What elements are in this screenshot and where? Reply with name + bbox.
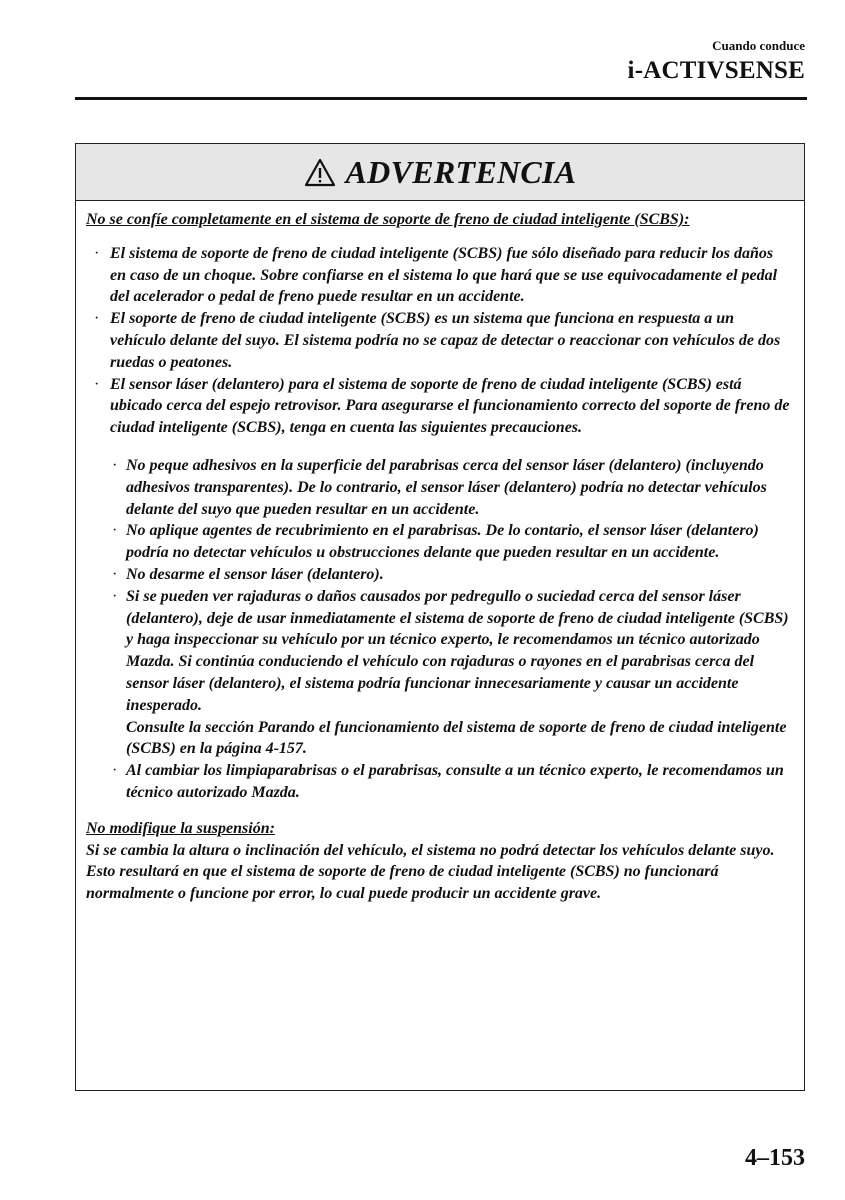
- warning-header: [76, 144, 804, 201]
- warning-body: [76, 201, 804, 905]
- warning-heading-scbs: No se confíe completamente en el sistema de soporte de freno de ciudad inteligente (SCBS):: [86, 211, 690, 228]
- bullet-dot: ·: [112, 762, 118, 780]
- list-item: [86, 760, 790, 804]
- header-rule: [75, 97, 807, 100]
- sub-bullet-text: Si se pueden ver rajaduras o daños causados por pedregullo o suciedad cerca del sensor láser (delantero), deje de usar inmediatamente el sistema de soporte de freno de ciudad inteligente (SCBS) y haga inspeccionar su vehículo por un técnico experto, le recomendamos un técnico autorizado Mazda. Si continúa conduciendo el vehículo con rajaduras o rayones en el parabrisas cerca del sensor láser (delantero), el sistema podría funcionar innecesariamente y causar un accidente inesperado.: [126, 587, 789, 714]
- section-title: Cuando conduce: [712, 38, 805, 53]
- sub-bullet-text: No aplique agentes de recubrimiento en el parabrisas. De lo contario, el sensor láser (delantero) podría no detectar vehículos u obstrucciones delante que pueden resultar en un accidente.: [126, 522, 759, 562]
- cross-reference: Consulte la sección Parando el funcionamiento del sistema de soporte de freno de ciudad inteligente (SCBS) en la página 4-157.: [126, 718, 787, 758]
- list-item: [86, 374, 790, 439]
- list-item: [86, 520, 790, 564]
- bullet-dot: ·: [112, 456, 118, 474]
- list-item: [86, 455, 790, 520]
- list-item: [86, 308, 790, 373]
- bullet-dot: ·: [112, 522, 118, 540]
- sub-bullet-list: [86, 455, 790, 804]
- bullet-dot: ·: [94, 244, 100, 262]
- bullet-text: El sistema de soporte de freno de ciudad inteligente (SCBS) fue sólo diseñado para reducir los daños en caso de un choque. Sobre confiarse en el sistema lo que hará que se use equivocadamente el pedal del acelerador o pedal de freno puede resultar en un accidente.: [110, 244, 778, 306]
- list-item: [86, 564, 790, 586]
- list-item: [86, 243, 790, 308]
- bullet-text: El soporte de freno de ciudad inteligente (SCBS) es un sistema que funciona en respuesta a un vehículo delante del suyo. El sistema podría no se capaz de detectar o reaccionar con vehículos de dos ruedas o peatones.: [110, 310, 781, 371]
- warning-box: [75, 143, 805, 1091]
- warning-title: ADVERTENCIA: [345, 153, 577, 190]
- list-item: [86, 586, 790, 760]
- sub-bullet-text: No peque adhesivos en la superficie del parabrisas cerca del sensor láser (delantero) (incluyendo adhesivos transparentes). De lo contrario, el sensor láser (delantero) podría no detectar vehículos delante del suyo que pueden resultar en un accidente.: [126, 456, 767, 518]
- warning-heading-suspension: No modifique la suspensión:: [86, 819, 275, 837]
- sub-bullet-text: No desarme el sensor láser (delantero).: [126, 565, 384, 583]
- bullet-dot: ·: [94, 310, 100, 328]
- sub-bullet-text: Al cambiar los limpiaparabrisas o el parabrisas, consulte a un técnico experto, le recomendamos un técnico autorizado Mazda.: [126, 762, 784, 801]
- bullet-dot: ·: [112, 587, 118, 605]
- chapter-title: i-ACTIVSENSE: [627, 57, 805, 84]
- suspension-paragraph: Si se cambia la altura o inclinación del vehículo, el sistema no podrá detectar los vehículos delante suyo. Esto resultará en que el sistema de soporte de freno de ciudad inteligente (SCBS) no funcionará normalmente o funcione por error, lo cual puede producir un accidente grave.: [86, 841, 775, 903]
- bullet-list: [86, 243, 790, 439]
- running-head: [628, 38, 805, 86]
- page-number: 4–153: [745, 1145, 805, 1171]
- bullet-dot: ·: [112, 565, 118, 583]
- bullet-text: El sensor láser (delantero) para el sistema de soporte de freno de ciudad inteligente (SCBS) está ubicado cerca del espejo retrovisor. Para asegurarse el funcionamiento correcto del soporte de freno de ciudad inteligente (SCBS), tenga en cuenta las siguientes precauciones.: [110, 375, 790, 437]
- warning-triangle-icon: [304, 158, 336, 188]
- bullet-dot: ·: [94, 375, 100, 393]
